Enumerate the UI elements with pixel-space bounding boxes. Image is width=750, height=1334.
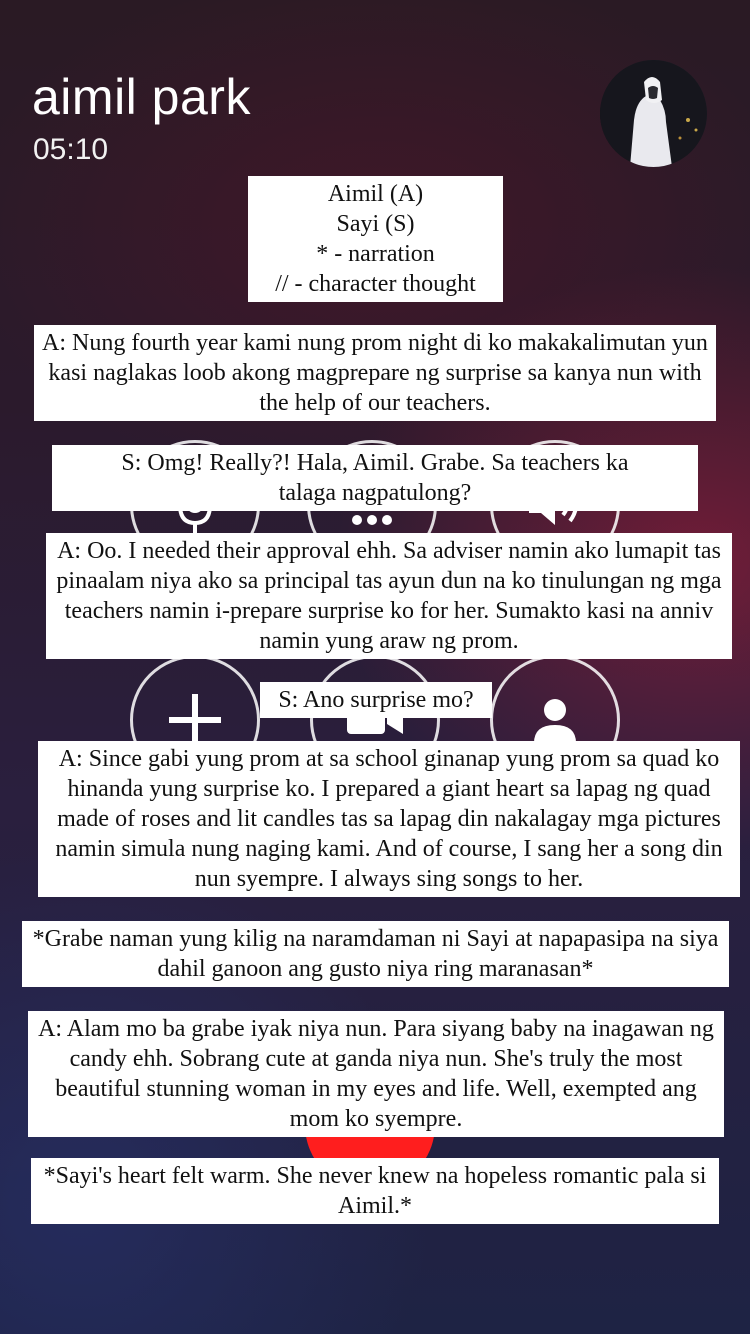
call-timer: 05:10 [33,133,109,166]
person-icon [530,695,580,745]
story-text-box: A: Alam mo ba grabe iyak niya nun. Para siyang baby na inagawan ng candy ehh. Sobrang cute at ganda niya nun. She's truly the most beautiful stunning woman in my eyes and life. Well, exempted ang mom ko syempre. [28,1011,724,1137]
story-text-box: A: Since gabi yung prom at sa school ginanap yung prom sa quad ko hinanda yung surprise ko. I prepared a giant heart sa lapag ng quad made of roses and lit candles tas sa lapag din nakalagay mga pictures namin simula nung naging kami. And of course, I sang her a song din nun syempre. I always sing songs to her. [38,741,740,897]
legend-line: Aimil (A) [327,181,424,207]
legend-box [248,176,503,302]
plus-icon [167,692,223,748]
avatar [600,60,707,167]
avatar-photo [600,60,707,167]
caller-name: aimil park [32,69,251,125]
story-text-box: *Sayi's heart felt warm. She never knew na hopeless romantic pala si Aimil.* [31,1158,719,1224]
legend-line: // - character thought [275,271,476,297]
legend-line: * - narration [316,241,435,267]
story-text-box: *Grabe naman yung kilig na naramdaman ni Sayi at napapasipa na siya dahil ganoon ang gusto niya ring maranasan* [22,921,729,987]
legend-line: Sayi (S) [336,211,415,237]
story-text-box: S: Ano surprise mo? [260,682,492,718]
story-text-box: A: Oo. I needed their approval ehh. Sa adviser namin ako lumapit tas pinaalam niya ako sa principal tas ayun dun na ko tinulungan ng mga teachers namin i-prepare surprise ko for her. Sumakto kasi na anniv namin yung araw ng prom. [46,533,732,659]
story-text-box: A: Nung fourth year kami nung prom night di ko makakalimutan yun kasi naglakas loob akong magprepare ng surprise sa kanya nun with the help of our teachers. [34,325,716,421]
story-text-box: S: Omg! Really?! Hala, Aimil. Grabe. Sa teachers ka talaga nagpatulong? [52,445,698,511]
